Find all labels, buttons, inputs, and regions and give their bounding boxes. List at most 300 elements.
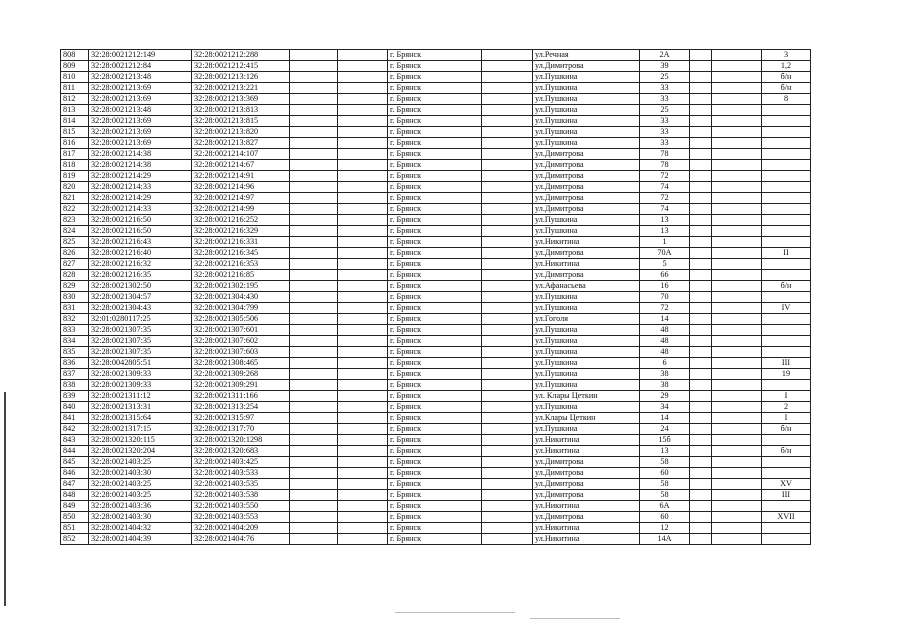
empty-cell: [690, 270, 712, 281]
empty-cell: [690, 479, 712, 490]
apartment-cell: XV: [762, 479, 811, 490]
land-cadastral-number-cell: 32:28:0021213:69: [89, 127, 192, 138]
empty-cell: [712, 94, 762, 105]
apartment-cell: III: [762, 490, 811, 501]
empty-cell: [712, 237, 762, 248]
empty-cell: [690, 446, 712, 457]
empty-cell: [290, 105, 338, 116]
street-cell: ул.Никитина: [533, 534, 640, 545]
apartment-cell: [762, 380, 811, 391]
street-cell: ул.Никитина: [533, 435, 640, 446]
land-cadastral-number-cell: 32:28:0021404:39: [89, 534, 192, 545]
empty-cell: [690, 72, 712, 83]
house-number-cell: 15б: [640, 435, 690, 446]
empty-cell: [338, 94, 388, 105]
empty-cell: [690, 226, 712, 237]
house-number-cell: 16: [640, 281, 690, 292]
empty-cell: [338, 512, 388, 523]
empty-cell: [482, 347, 533, 358]
object-cadastral-number-cell: 32:28:0021313:254: [192, 402, 290, 413]
empty-cell: [290, 292, 338, 303]
scan-noise-line: [395, 612, 515, 613]
table-row: [61, 259, 811, 270]
empty-cell: [338, 457, 388, 468]
empty-cell: [482, 358, 533, 369]
land-cadastral-number-cell: 32:28:0021213:69: [89, 116, 192, 127]
land-cadastral-number-cell: 32:28:0021216:40: [89, 248, 192, 259]
object-cadastral-number-cell: 32:28:0021213:827: [192, 138, 290, 149]
empty-cell: [290, 171, 338, 182]
city-cell: г. Брянск: [388, 83, 482, 94]
empty-cell: [290, 446, 338, 457]
table-body: [61, 50, 811, 545]
table-row: [61, 127, 811, 138]
object-cadastral-number-cell: 32:28:0021302:195: [192, 281, 290, 292]
empty-cell: [690, 215, 712, 226]
street-cell: ул.Димитрова: [533, 479, 640, 490]
empty-cell: [338, 105, 388, 116]
empty-cell: [690, 512, 712, 523]
empty-cell: [290, 303, 338, 314]
empty-cell: [338, 380, 388, 391]
empty-cell: [338, 116, 388, 127]
land-cadastral-number-cell: 32:28:0021404:32: [89, 523, 192, 534]
row-number-cell: 827: [61, 259, 89, 270]
empty-cell: [482, 424, 533, 435]
city-cell: г. Брянск: [388, 105, 482, 116]
land-cadastral-number-cell: 32:28:0021403:25: [89, 479, 192, 490]
house-number-cell: 24: [640, 424, 690, 435]
empty-cell: [712, 83, 762, 94]
apartment-cell: [762, 215, 811, 226]
street-cell: ул.Димитрова: [533, 193, 640, 204]
empty-cell: [290, 50, 338, 61]
empty-cell: [338, 127, 388, 138]
house-number-cell: 72: [640, 171, 690, 182]
empty-cell: [482, 83, 533, 94]
row-number-cell: 848: [61, 490, 89, 501]
empty-cell: [482, 171, 533, 182]
empty-cell: [482, 182, 533, 193]
city-cell: г. Брянск: [388, 424, 482, 435]
empty-cell: [690, 237, 712, 248]
object-cadastral-number-cell: 32:28:0021404:209: [192, 523, 290, 534]
empty-cell: [482, 336, 533, 347]
row-number-cell: 843: [61, 435, 89, 446]
empty-cell: [482, 281, 533, 292]
empty-cell: [338, 468, 388, 479]
city-cell: г. Брянск: [388, 281, 482, 292]
empty-cell: [338, 347, 388, 358]
empty-cell: [482, 160, 533, 171]
empty-cell: [712, 259, 762, 270]
table-row: [61, 160, 811, 171]
apartment-cell: б/н: [762, 424, 811, 435]
object-cadastral-number-cell: 32:28:0021213:369: [192, 94, 290, 105]
empty-cell: [338, 490, 388, 501]
object-cadastral-number-cell: 32:28:0021403:550: [192, 501, 290, 512]
object-cadastral-number-cell: 32:28:0021213:820: [192, 127, 290, 138]
empty-cell: [482, 391, 533, 402]
object-cadastral-number-cell: 32:28:0021307:601: [192, 325, 290, 336]
city-cell: г. Брянск: [388, 127, 482, 138]
empty-cell: [690, 347, 712, 358]
empty-cell: [482, 303, 533, 314]
house-number-cell: 2А: [640, 50, 690, 61]
empty-cell: [482, 270, 533, 281]
empty-cell: [482, 292, 533, 303]
land-cadastral-number-cell: 32:28:0021304:57: [89, 292, 192, 303]
empty-cell: [290, 347, 338, 358]
street-cell: ул.Пушкина: [533, 424, 640, 435]
street-cell: ул.Димитрова: [533, 171, 640, 182]
empty-cell: [712, 215, 762, 226]
land-cadastral-number-cell: 32:28:0021320:115: [89, 435, 192, 446]
empty-cell: [290, 149, 338, 160]
city-cell: г. Брянск: [388, 226, 482, 237]
land-cadastral-number-cell: 32:28:0021214:29: [89, 171, 192, 182]
city-cell: г. Брянск: [388, 512, 482, 523]
row-number-cell: 811: [61, 83, 89, 94]
object-cadastral-number-cell: 32:28:0021216:85: [192, 270, 290, 281]
empty-cell: [290, 94, 338, 105]
house-number-cell: 13: [640, 446, 690, 457]
empty-cell: [690, 94, 712, 105]
row-number-cell: 821: [61, 193, 89, 204]
object-cadastral-number-cell: 32:28:0021403:553: [192, 512, 290, 523]
empty-cell: [482, 204, 533, 215]
street-cell: ул.Димитрова: [533, 182, 640, 193]
city-cell: г. Брянск: [388, 292, 482, 303]
empty-cell: [712, 358, 762, 369]
table-row: [61, 303, 811, 314]
apartment-cell: 3: [762, 50, 811, 61]
empty-cell: [338, 424, 388, 435]
land-cadastral-number-cell: 32:28:0021315:64: [89, 413, 192, 424]
street-cell: ул.Димитрова: [533, 468, 640, 479]
row-number-cell: 818: [61, 160, 89, 171]
empty-cell: [290, 204, 338, 215]
street-cell: ул.Пушкина: [533, 72, 640, 83]
land-cadastral-number-cell: 32:28:0021403:30: [89, 468, 192, 479]
house-number-cell: 13: [640, 226, 690, 237]
street-cell: ул.Пушкина: [533, 336, 640, 347]
land-cadastral-number-cell: 32:28:0021307:35: [89, 336, 192, 347]
house-number-cell: 14: [640, 413, 690, 424]
city-cell: г. Брянск: [388, 171, 482, 182]
empty-cell: [338, 292, 388, 303]
empty-cell: [290, 523, 338, 534]
table-row: [61, 61, 811, 72]
house-number-cell: 12: [640, 523, 690, 534]
row-number-cell: 847: [61, 479, 89, 490]
empty-cell: [290, 325, 338, 336]
empty-cell: [690, 391, 712, 402]
empty-cell: [712, 182, 762, 193]
land-cadastral-number-cell: 32:28:0021212:149: [89, 50, 192, 61]
empty-cell: [290, 501, 338, 512]
empty-cell: [338, 149, 388, 160]
empty-cell: [690, 501, 712, 512]
land-cadastral-number-cell: 32:28:0021213:48: [89, 105, 192, 116]
empty-cell: [690, 336, 712, 347]
empty-cell: [338, 138, 388, 149]
empty-cell: [482, 94, 533, 105]
empty-cell: [712, 193, 762, 204]
street-cell: ул.Пушкина: [533, 83, 640, 94]
house-number-cell: 33: [640, 138, 690, 149]
empty-cell: [290, 369, 338, 380]
table-row: [61, 270, 811, 281]
table-row: [61, 226, 811, 237]
empty-cell: [338, 369, 388, 380]
land-cadastral-number-cell: 32:28:0042805:51: [89, 358, 192, 369]
object-cadastral-number-cell: 32:28:0021307:602: [192, 336, 290, 347]
table-row: [61, 457, 811, 468]
house-number-cell: 66: [640, 270, 690, 281]
table-row: [61, 446, 811, 457]
empty-cell: [690, 468, 712, 479]
empty-cell: [338, 182, 388, 193]
empty-cell: [712, 325, 762, 336]
object-cadastral-number-cell: 32:28:0021216:329: [192, 226, 290, 237]
empty-cell: [338, 50, 388, 61]
land-cadastral-number-cell: 32:28:0021317:15: [89, 424, 192, 435]
street-cell: ул.Димитрова: [533, 457, 640, 468]
empty-cell: [482, 138, 533, 149]
empty-cell: [338, 435, 388, 446]
table-row: [61, 347, 811, 358]
street-cell: ул.Пушкина: [533, 105, 640, 116]
street-cell: ул.Пушкина: [533, 347, 640, 358]
land-cadastral-number-cell: 32:28:0021216:50: [89, 215, 192, 226]
row-number-cell: 834: [61, 336, 89, 347]
empty-cell: [338, 226, 388, 237]
empty-cell: [690, 182, 712, 193]
table-row: [61, 369, 811, 380]
land-cadastral-number-cell: 32:28:0021403:25: [89, 490, 192, 501]
house-number-cell: 25: [640, 72, 690, 83]
object-cadastral-number-cell: 32:28:0021213:221: [192, 83, 290, 94]
row-number-cell: 814: [61, 116, 89, 127]
row-number-cell: 829: [61, 281, 89, 292]
empty-cell: [712, 171, 762, 182]
object-cadastral-number-cell: 32:28:0021403:538: [192, 490, 290, 501]
land-cadastral-number-cell: 32:28:0021213:48: [89, 72, 192, 83]
row-number-cell: 836: [61, 358, 89, 369]
empty-cell: [712, 281, 762, 292]
empty-cell: [712, 314, 762, 325]
land-cadastral-number-cell: 32:28:0021302:50: [89, 281, 192, 292]
empty-cell: [712, 457, 762, 468]
street-cell: ул.Димитрова: [533, 149, 640, 160]
house-number-cell: 29: [640, 391, 690, 402]
house-number-cell: 1: [640, 237, 690, 248]
object-cadastral-number-cell: 32:28:0021403:533: [192, 468, 290, 479]
house-number-cell: 58: [640, 479, 690, 490]
table-row: [61, 534, 811, 545]
row-number-cell: 844: [61, 446, 89, 457]
house-number-cell: 6: [640, 358, 690, 369]
city-cell: г. Брянск: [388, 204, 482, 215]
city-cell: г. Брянск: [388, 413, 482, 424]
empty-cell: [290, 281, 338, 292]
empty-cell: [690, 424, 712, 435]
house-number-cell: 60: [640, 468, 690, 479]
land-cadastral-number-cell: 32:28:0021403:25: [89, 457, 192, 468]
land-cadastral-number-cell: 32:28:0021309:33: [89, 380, 192, 391]
empty-cell: [290, 259, 338, 270]
row-number-cell: 839: [61, 391, 89, 402]
apartment-cell: 8: [762, 94, 811, 105]
table-row: [61, 105, 811, 116]
table-row: [61, 204, 811, 215]
apartment-cell: б/н: [762, 83, 811, 94]
table-row: [61, 358, 811, 369]
empty-cell: [482, 127, 533, 138]
table-row: [61, 413, 811, 424]
object-cadastral-number-cell: 32:28:0021214:91: [192, 171, 290, 182]
empty-cell: [712, 347, 762, 358]
apartment-cell: б/н: [762, 72, 811, 83]
street-cell: ул.Пушкина: [533, 325, 640, 336]
empty-cell: [712, 61, 762, 72]
empty-cell: [338, 479, 388, 490]
empty-cell: [690, 149, 712, 160]
empty-cell: [290, 83, 338, 94]
land-cadastral-number-cell: 32:28:0021309:33: [89, 369, 192, 380]
empty-cell: [690, 50, 712, 61]
street-cell: ул.Пушкина: [533, 380, 640, 391]
empty-cell: [290, 534, 338, 545]
house-number-cell: 13: [640, 215, 690, 226]
row-number-cell: 845: [61, 457, 89, 468]
street-cell: ул. Клары Цеткин: [533, 391, 640, 402]
house-number-cell: 74: [640, 204, 690, 215]
empty-cell: [712, 490, 762, 501]
empty-cell: [712, 413, 762, 424]
street-cell: ул.Димитрова: [533, 270, 640, 281]
empty-cell: [290, 270, 338, 281]
empty-cell: [290, 248, 338, 259]
empty-cell: [338, 270, 388, 281]
table-row: [61, 72, 811, 83]
empty-cell: [690, 292, 712, 303]
empty-cell: [690, 248, 712, 259]
empty-cell: [338, 215, 388, 226]
empty-cell: [712, 226, 762, 237]
object-cadastral-number-cell: 32:28:0021212:415: [192, 61, 290, 72]
empty-cell: [482, 369, 533, 380]
street-cell: ул.Пушкина: [533, 402, 640, 413]
land-cadastral-number-cell: 32:28:0021311:12: [89, 391, 192, 402]
table-row: [61, 391, 811, 402]
scan-edge-mark: [4, 392, 6, 606]
empty-cell: [482, 116, 533, 127]
city-cell: г. Брянск: [388, 358, 482, 369]
land-cadastral-number-cell: 32:28:0021320:204: [89, 446, 192, 457]
city-cell: г. Брянск: [388, 468, 482, 479]
city-cell: г. Брянск: [388, 501, 482, 512]
empty-cell: [482, 226, 533, 237]
city-cell: г. Брянск: [388, 490, 482, 501]
object-cadastral-number-cell: 32:28:0021309:268: [192, 369, 290, 380]
land-cadastral-number-cell: 32:28:0021307:35: [89, 347, 192, 358]
city-cell: г. Брянск: [388, 402, 482, 413]
empty-cell: [690, 457, 712, 468]
empty-cell: [482, 435, 533, 446]
object-cadastral-number-cell: 32:28:0021213:126: [192, 72, 290, 83]
object-cadastral-number-cell: 32:28:0021216:252: [192, 215, 290, 226]
city-cell: г. Брянск: [388, 325, 482, 336]
land-cadastral-number-cell: 32:28:0021213:69: [89, 83, 192, 94]
empty-cell: [712, 204, 762, 215]
street-cell: ул.Никитина: [533, 501, 640, 512]
table-row: [61, 479, 811, 490]
empty-cell: [338, 413, 388, 424]
apartment-cell: [762, 534, 811, 545]
empty-cell: [290, 138, 338, 149]
table-row: [61, 435, 811, 446]
object-cadastral-number-cell: 32:28:0021214:96: [192, 182, 290, 193]
empty-cell: [690, 402, 712, 413]
apartment-cell: [762, 105, 811, 116]
house-number-cell: 38: [640, 369, 690, 380]
apartment-cell: 19: [762, 369, 811, 380]
apartment-cell: [762, 501, 811, 512]
empty-cell: [290, 336, 338, 347]
row-number-cell: 813: [61, 105, 89, 116]
row-number-cell: 830: [61, 292, 89, 303]
city-cell: г. Брянск: [388, 336, 482, 347]
empty-cell: [290, 314, 338, 325]
house-number-cell: 70А: [640, 248, 690, 259]
empty-cell: [712, 512, 762, 523]
empty-cell: [712, 523, 762, 534]
empty-cell: [690, 83, 712, 94]
city-cell: г. Брянск: [388, 160, 482, 171]
street-cell: ул.Пушкина: [533, 94, 640, 105]
empty-cell: [482, 325, 533, 336]
land-cadastral-number-cell: 32:28:0021216:50: [89, 226, 192, 237]
row-number-cell: 808: [61, 50, 89, 61]
empty-cell: [338, 237, 388, 248]
object-cadastral-number-cell: 32:28:0021403:425: [192, 457, 290, 468]
object-cadastral-number-cell: 32:28:0021214:107: [192, 149, 290, 160]
empty-cell: [482, 314, 533, 325]
apartment-cell: [762, 523, 811, 534]
empty-cell: [338, 160, 388, 171]
row-number-cell: 846: [61, 468, 89, 479]
city-cell: г. Брянск: [388, 248, 482, 259]
apartment-cell: II: [762, 248, 811, 259]
table-row: [61, 292, 811, 303]
table-row: [61, 50, 811, 61]
land-cadastral-number-cell: 32:28:0021216:35: [89, 270, 192, 281]
object-cadastral-number-cell: 32:28:0021403:535: [192, 479, 290, 490]
apartment-cell: [762, 347, 811, 358]
city-cell: г. Брянск: [388, 270, 482, 281]
empty-cell: [690, 204, 712, 215]
city-cell: г. Брянск: [388, 193, 482, 204]
city-cell: г. Брянск: [388, 369, 482, 380]
city-cell: г. Брянск: [388, 457, 482, 468]
empty-cell: [482, 259, 533, 270]
empty-cell: [482, 193, 533, 204]
empty-cell: [338, 534, 388, 545]
house-number-cell: 48: [640, 347, 690, 358]
city-cell: г. Брянск: [388, 61, 482, 72]
